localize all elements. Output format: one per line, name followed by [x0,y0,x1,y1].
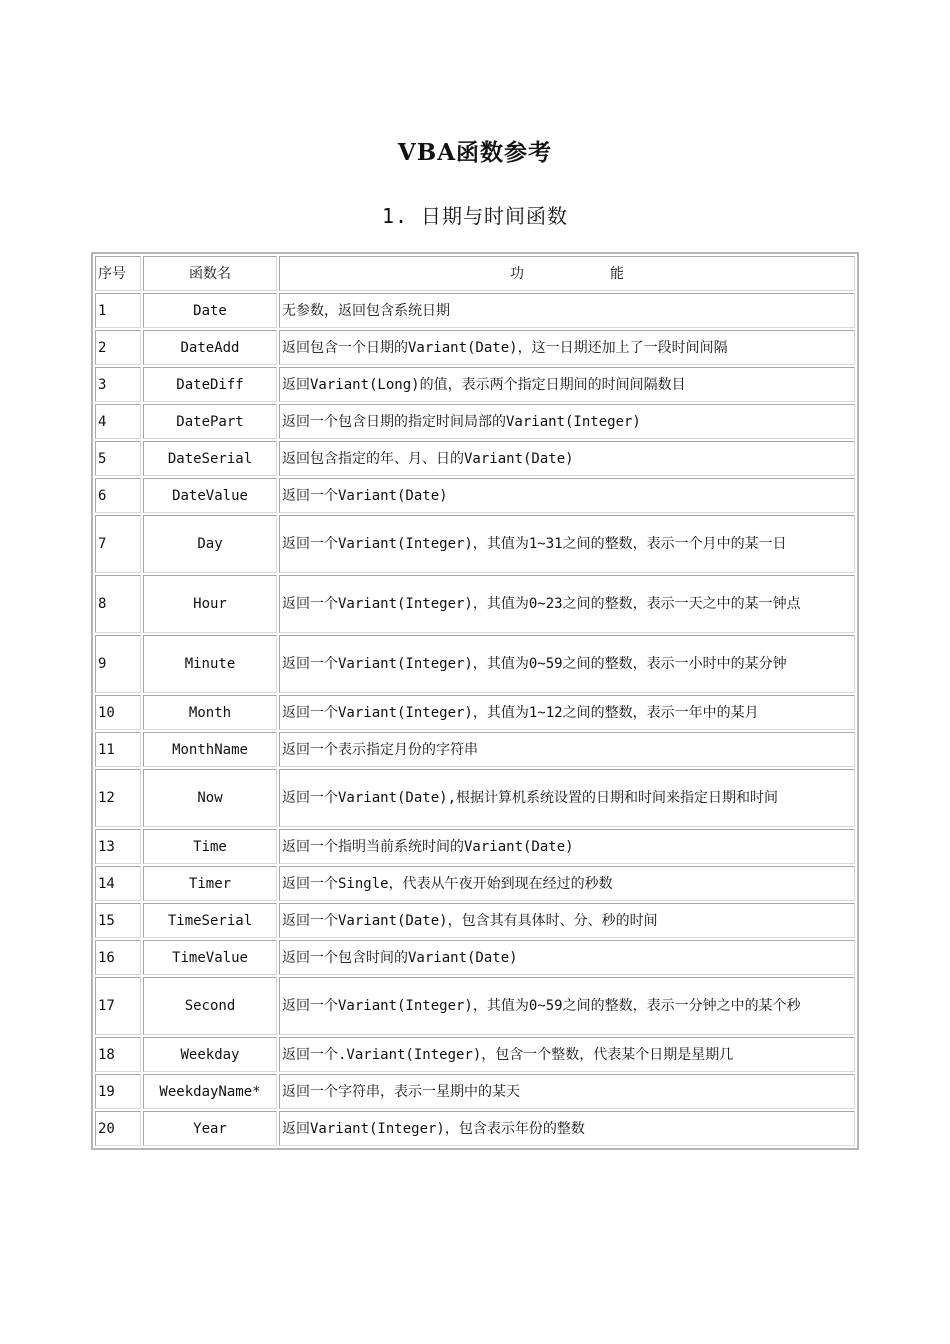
table-row [95,441,855,476]
table-row [95,575,855,633]
row-num-cell: 17 [95,977,141,1035]
row-name-cell: Second [143,977,277,1035]
row-name-cell: TimeSerial [143,903,277,938]
table-row [95,478,855,513]
row-num-cell: 8 [95,575,141,633]
row-num-cell: 16 [95,940,141,975]
row-name-cell: Weekday [143,1037,277,1072]
row-name-cell: Now [143,769,277,827]
table-row [95,903,855,938]
row-desc-cell: 返回一个指明当前系统时间的Variant(Date) [279,829,855,864]
row-num-cell: 4 [95,404,141,439]
row-name-cell: Time [143,829,277,864]
row-num-cell: 9 [95,635,141,693]
table-row [95,940,855,975]
row-name-cell: Month [143,695,277,730]
row-name-cell: MonthName [143,732,277,767]
table-row [95,695,855,730]
table-row [95,1111,855,1146]
row-num-cell: 7 [95,515,141,573]
row-num-cell: 19 [95,1074,141,1109]
table-row [95,367,855,402]
row-num-cell: 12 [95,769,141,827]
row-name-cell: Date [143,293,277,328]
row-num-cell: 20 [95,1111,141,1146]
row-name-cell: DateDiff [143,367,277,402]
row-num-cell: 6 [95,478,141,513]
function-table [93,254,857,1148]
row-desc-cell: 返回一个Variant(Date),根据计算机系统设置的日期和时间来指定日期和时间 [279,769,855,827]
row-name-cell: Minute [143,635,277,693]
row-name-cell: TimeValue [143,940,277,975]
document-title: VBA函数参考 [397,139,553,166]
row-name-cell: DateAdd [143,330,277,365]
table-row [95,515,855,573]
row-desc-cell: 返回一个Variant(Date)，包含其有具体时、分、秒的时间 [279,903,855,938]
row-num-cell: 10 [95,695,141,730]
table-row [95,829,855,864]
header-desc [279,256,855,291]
row-name-cell: DateSerial [143,441,277,476]
table-row [95,1074,855,1109]
row-desc-cell: 返回包含指定的年、月、日的Variant(Date) [279,441,855,476]
header-name: 函数名 [143,256,277,291]
row-name-cell: DatePart [143,404,277,439]
row-name-cell: Day [143,515,277,573]
row-num-cell: 1 [95,293,141,328]
table-row [95,866,855,901]
function-table-container [91,252,859,1150]
row-desc-cell: 返回一个包含时间的Variant(Date) [279,940,855,975]
row-desc-cell: 返回一个Variant(Integer)，其值为1~12之间的整数，表示一年中的某月 [279,695,855,730]
row-desc-cell: 返回一个Variant(Integer)，其值为0~59之间的整数，表示一小时中的某分钟 [279,635,855,693]
row-desc-cell: 返回一个Variant(Integer)，其值为1~31之间的整数，表示一个月中的某一日 [279,515,855,573]
section-title: 1. 日期与时间函数 [381,204,569,228]
row-desc-cell: 返回一个包含日期的指定时间局部的Variant(Integer) [279,404,855,439]
table-row [95,293,855,328]
table-row [95,977,855,1035]
row-desc-cell: 返回Variant(Long)的值，表示两个指定日期间的时间间隔数目 [279,367,855,402]
row-name-cell: WeekdayName* [143,1074,277,1109]
row-desc-cell: 返回一个Variant(Date) [279,478,855,513]
row-num-cell: 2 [95,330,141,365]
row-num-cell: 18 [95,1037,141,1072]
header-desc-part1: 功 [510,265,524,282]
row-desc-cell: 返回一个Variant(Integer)，其值为0~23之间的整数，表示一天之中的某一钟点 [279,575,855,633]
table-row [95,404,855,439]
row-name-cell: Timer [143,866,277,901]
row-desc-cell: 返回一个表示指定月份的字符串 [279,732,855,767]
row-num-cell: 14 [95,866,141,901]
row-desc-cell: 返回一个.Variant(Integer)，包含一个整数，代表某个日期是星期几 [279,1037,855,1072]
table-row [95,330,855,365]
row-num-cell: 5 [95,441,141,476]
table-row [95,635,855,693]
row-num-cell: 13 [95,829,141,864]
row-name-cell: Year [143,1111,277,1146]
header-num: 序号 [95,256,141,291]
row-desc-cell: 返回一个Variant(Integer)，其值为0~59之间的整数，表示一分钟之中的某个秒 [279,977,855,1035]
function-table-body [95,256,855,1146]
table-row [95,769,855,827]
row-desc-cell: 无参数，返回包含系统日期 [279,293,855,328]
header-desc-part2: 能 [610,265,624,282]
row-num-cell: 3 [95,367,141,402]
row-desc-cell: 返回Variant(Integer)，包含表示年份的整数 [279,1111,855,1146]
row-name-cell: DateValue [143,478,277,513]
table-row [95,1037,855,1072]
row-desc-cell: 返回包含一个日期的Variant(Date)，这一日期还加上了一段时间间隔 [279,330,855,365]
row-desc-cell: 返回一个Single，代表从午夜开始到现在经过的秒数 [279,866,855,901]
row-num-cell: 11 [95,732,141,767]
table-header-row [95,256,855,291]
row-num-cell: 15 [95,903,141,938]
row-desc-cell: 返回一个字符串，表示一星期中的某天 [279,1074,855,1109]
table-row [95,732,855,767]
row-name-cell: Hour [143,575,277,633]
